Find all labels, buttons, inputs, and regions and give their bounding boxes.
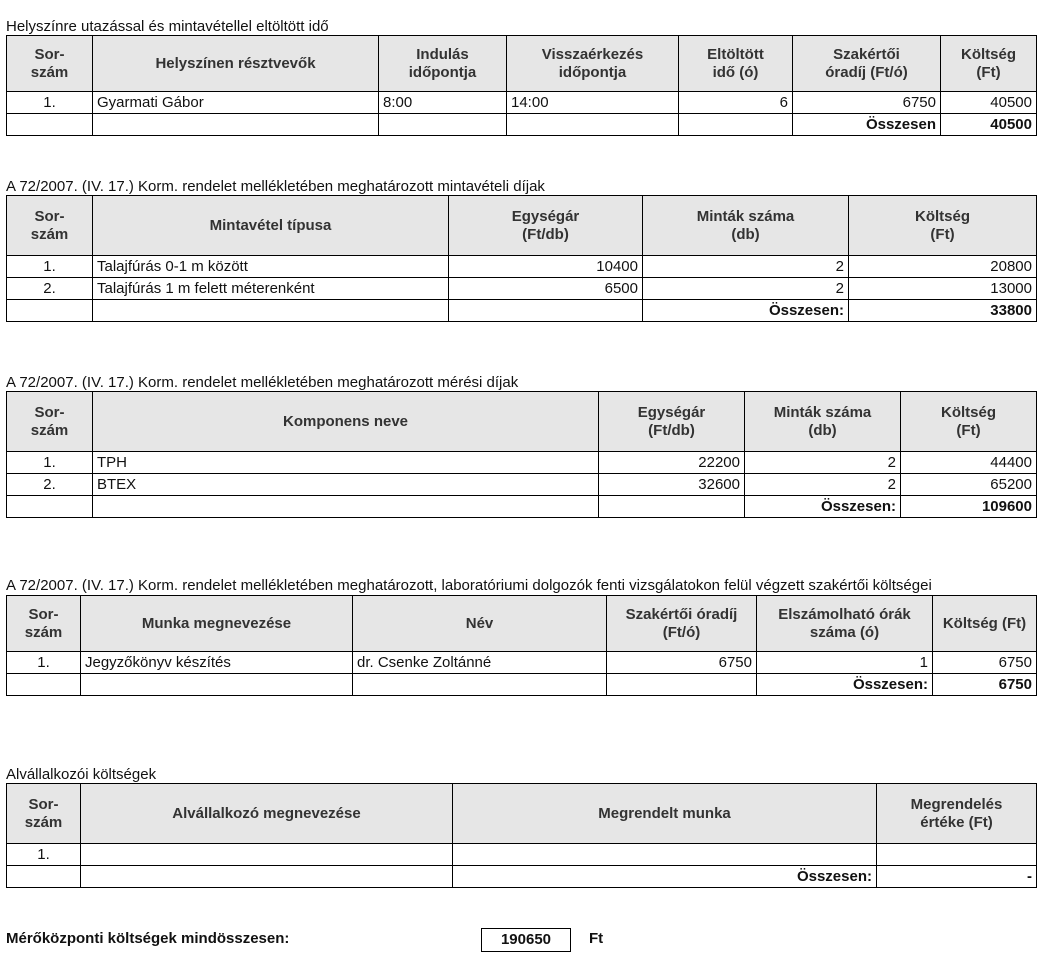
total-value: -	[877, 866, 1037, 888]
section-caption: Helyszínre utazással és mintavétellel eltöltött idő	[6, 18, 329, 35]
unit-price: 10400	[449, 256, 643, 278]
col-header-unit-price: Egységár (Ft/db)	[449, 196, 643, 256]
grand-total-value: 190650	[481, 928, 571, 952]
section-sampling-fees	[6, 178, 1036, 322]
grand-total-unit: Ft	[589, 930, 604, 947]
sample-count: 2	[745, 474, 901, 496]
col-header-component: Komponens neve	[93, 392, 599, 452]
row-number: 1.	[7, 256, 93, 278]
cost: 44400	[901, 452, 1037, 474]
total-value: 33800	[849, 300, 1037, 322]
section-caption: Alvállalkozói költségek	[6, 766, 157, 783]
col-header-work-name: Munka megnevezése	[81, 596, 353, 652]
total-label: Összesen:	[453, 866, 877, 888]
col-header-time-spent: Eltöltött idő (ó)	[679, 36, 793, 92]
section-travel-time	[6, 18, 1036, 136]
total-row	[7, 674, 1037, 696]
col-header-hourly-rate: Szakértői óradíj (Ft/ó)	[793, 36, 941, 92]
order-value	[877, 844, 1037, 866]
col-header-billable-hours: Elszámolható órák száma (ó)	[757, 596, 933, 652]
total-label: Összesen:	[745, 496, 901, 518]
col-header-cost: Költség (Ft)	[901, 392, 1037, 452]
col-header-sorszam: Sor- szám	[7, 596, 81, 652]
sample-count: 2	[643, 278, 849, 300]
row-number: 2.	[7, 474, 93, 496]
table-row	[7, 278, 1037, 300]
col-header-cost: Költség (Ft)	[941, 36, 1037, 92]
col-header-sampling-type: Mintavétel típusa	[93, 196, 449, 256]
cost: 65200	[901, 474, 1037, 496]
col-header-hourly-rate: Szakértői óradíj (Ft/ó)	[607, 596, 757, 652]
grand-total-label: Mérőközponti költségek mindösszesen:	[6, 930, 290, 947]
sampling-type: Talajfúrás 1 m felett méterenként	[93, 278, 449, 300]
row-number: 1.	[7, 652, 81, 674]
expert-costs-table	[6, 595, 1037, 696]
table-row	[7, 256, 1037, 278]
table-row	[7, 844, 1037, 866]
work-name: Jegyzőkönyv készítés	[81, 652, 353, 674]
total-row	[7, 114, 1037, 136]
section-caption: A 72/2007. (IV. 17.) Korm. rendelet mellékletében meghatározott mintavételi díjak	[6, 178, 545, 195]
col-header-sample-count: Minták száma (db)	[745, 392, 901, 452]
col-header-sorszam: Sor- szám	[7, 392, 93, 452]
section-expert-costs	[6, 576, 1036, 696]
total-label: Összesen	[793, 114, 941, 136]
col-header-participants: Helyszínen résztvevők	[93, 36, 379, 92]
total-label: Összesen:	[757, 674, 933, 696]
unit-price: 22200	[599, 452, 745, 474]
total-value: 109600	[901, 496, 1037, 518]
time-spent: 6	[679, 92, 793, 114]
component-name: TPH	[93, 452, 599, 474]
unit-price: 6500	[449, 278, 643, 300]
departure-time: 8:00	[379, 92, 507, 114]
col-header-cost: Költség (Ft)	[933, 596, 1037, 652]
subcontractor-name	[81, 844, 453, 866]
table-row	[7, 92, 1037, 114]
section-measurement-fees	[6, 374, 1036, 518]
total-row	[7, 300, 1037, 322]
unit-price: 32600	[599, 474, 745, 496]
col-header-order-value: Megrendelés értéke (Ft)	[877, 784, 1037, 844]
section-caption: A 72/2007. (IV. 17.) Korm. rendelet mellékletében meghatározott mérési díjak	[6, 374, 519, 391]
col-header-sorszam: Sor- szám	[7, 36, 93, 92]
col-header-ordered-work: Megrendelt munka	[453, 784, 877, 844]
col-header-sorszam: Sor- szám	[7, 784, 81, 844]
section-caption: A 72/2007. (IV. 17.) Korm. rendelet mellékletében meghatározott, laboratóriumi dolgozók fenti vizsgálatokon felül végzett szakértői költségei	[6, 577, 932, 594]
col-header-departure: Indulás időpontja	[379, 36, 507, 92]
table-row	[7, 474, 1037, 496]
person-name: dr. Csenke Zoltánné	[353, 652, 607, 674]
row-number: 2.	[7, 278, 93, 300]
hourly-rate: 6750	[793, 92, 941, 114]
col-header-subcontractor: Alvállalkozó megnevezése	[81, 784, 453, 844]
measurement-fees-table	[6, 391, 1037, 518]
total-row	[7, 496, 1037, 518]
return-time: 14:00	[507, 92, 679, 114]
row-number: 1.	[7, 92, 93, 114]
col-header-cost: Költség (Ft)	[849, 196, 1037, 256]
row-number: 1.	[7, 844, 81, 866]
total-value: 6750	[933, 674, 1037, 696]
cost: 6750	[933, 652, 1037, 674]
total-row	[7, 866, 1037, 888]
cost: 40500	[941, 92, 1037, 114]
col-header-sorszam: Sor- szám	[7, 196, 93, 256]
total-value: 40500	[941, 114, 1037, 136]
sampling-type: Talajfúrás 0-1 m között	[93, 256, 449, 278]
ordered-work	[453, 844, 877, 866]
table-row	[7, 452, 1037, 474]
col-header-name: Név	[353, 596, 607, 652]
col-header-sample-count: Minták száma (db)	[643, 196, 849, 256]
section-subcontractor-costs	[6, 766, 1036, 888]
component-name: BTEX	[93, 474, 599, 496]
total-label: Összesen:	[643, 300, 849, 322]
cost: 20800	[849, 256, 1037, 278]
subcontractor-costs-table	[6, 783, 1037, 888]
col-header-unit-price: Egységár (Ft/db)	[599, 392, 745, 452]
table-row	[7, 652, 1037, 674]
hourly-rate: 6750	[607, 652, 757, 674]
travel-time-table	[6, 35, 1037, 136]
row-number: 1.	[7, 452, 93, 474]
sample-count: 2	[745, 452, 901, 474]
billable-hours: 1	[757, 652, 933, 674]
participant-name: Gyarmati Gábor	[93, 92, 379, 114]
col-header-return: Visszaérkezés időpontja	[507, 36, 679, 92]
cost: 13000	[849, 278, 1037, 300]
sampling-fees-table	[6, 195, 1037, 322]
sample-count: 2	[643, 256, 849, 278]
